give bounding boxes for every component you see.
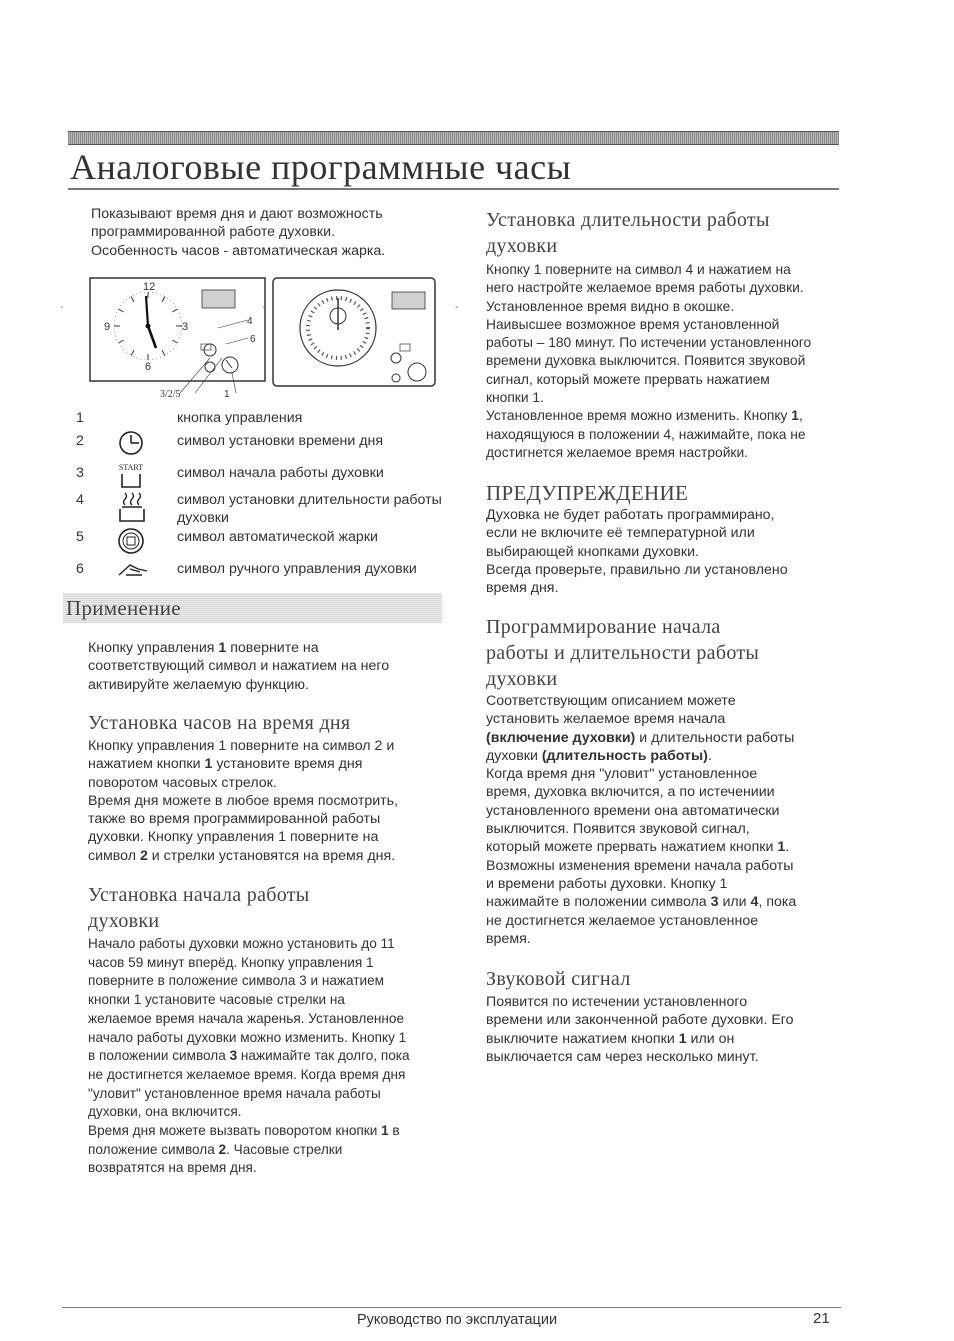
legend-number: 5 bbox=[76, 529, 84, 545]
section-heading-application: Применение bbox=[66, 596, 181, 620]
legend-number: 6 bbox=[76, 561, 84, 577]
text-line: Кнопку управления 1 поверните на bbox=[88, 640, 319, 656]
page-title: Аналоговые программные часы bbox=[70, 147, 572, 187]
heading-line: работы и длительности работы bbox=[486, 642, 760, 664]
text-line: нажимайте в положении символа 3 или 4, пока bbox=[486, 894, 797, 911]
section-heading-sound: Звуковой сигнал bbox=[486, 968, 631, 990]
text-line: который можете прервать нажатием кнопки 1. bbox=[486, 839, 790, 856]
text-line: поверните в положение символа 3 и нажатием bbox=[88, 973, 385, 989]
text-line: нажатием кнопки 1 установите время дня bbox=[88, 756, 363, 773]
text-line: Установленное время можно изменить. Кнопку 1, bbox=[486, 408, 803, 424]
legend-item bbox=[76, 491, 456, 529]
auto-roast-icon bbox=[116, 526, 146, 556]
legend-text: символ установки времени дня bbox=[177, 433, 384, 449]
text-line: кнопки 1 установите часовые стрелки на bbox=[88, 992, 345, 1008]
application-text bbox=[88, 639, 448, 694]
text-line: Установленное время видно в окошке. bbox=[486, 298, 735, 314]
text-line: Время дня можете в любое время посмотрить, bbox=[88, 792, 399, 809]
text-line: духовки (длительность работы). bbox=[486, 747, 712, 764]
intro-line: Показывают время дня и дают возможность bbox=[91, 206, 383, 222]
text-line: Время дня можете вызвать поворотом кнопки 1 в bbox=[88, 1123, 400, 1139]
page-number: 21 bbox=[813, 1310, 830, 1327]
heading-line: Установка длительности работы bbox=[486, 209, 770, 231]
legend-number: 2 bbox=[76, 433, 84, 449]
text-line: выбирающей кнопками духовки. bbox=[486, 543, 699, 560]
text-line: Когда время дня "уловит" установленное bbox=[486, 766, 758, 783]
clock-number: 12 bbox=[143, 281, 156, 293]
legend-text: символ начала работы духовки bbox=[177, 465, 384, 481]
footer-rule bbox=[62, 1307, 841, 1308]
legend-number: 4 bbox=[76, 492, 84, 508]
text-line: активируйте желаемую функцию. bbox=[88, 676, 309, 693]
start-icon bbox=[116, 462, 146, 492]
text-line: символ 2 и стрелки установятся на время дня. bbox=[88, 847, 396, 864]
legend-number: 1 bbox=[76, 410, 84, 426]
footer-text: Руководство по эксплуатации bbox=[357, 1312, 558, 1328]
warning-text bbox=[486, 506, 846, 597]
text-line: "уловит" установленное время начала работы bbox=[88, 1085, 381, 1101]
intro-text bbox=[91, 205, 451, 260]
legend-text: символ автоматической жарки bbox=[177, 529, 378, 545]
set-start-text bbox=[88, 935, 448, 1178]
text-line: возвратятся на время дня. bbox=[88, 1160, 257, 1176]
text-line: Наивысшее возможное время установленной bbox=[486, 316, 780, 332]
text-line: желаемое время начала жаренья. Установленное bbox=[88, 1010, 405, 1026]
svg-text:-: - bbox=[60, 302, 64, 313]
text-line: Соответствующим описанием можете bbox=[486, 693, 736, 709]
text-line: достигнется желаемое время настройки. bbox=[486, 444, 748, 460]
text-line: кнопки 1. bbox=[486, 390, 544, 406]
text-line: духовки. Кнопку управления 1 поверните на bbox=[88, 829, 379, 846]
text-line: духовки, она включится. bbox=[88, 1104, 242, 1120]
clock-icon bbox=[116, 429, 146, 457]
legend-text: символ установки длительности работы духовки bbox=[177, 492, 442, 526]
text-line: Духовка не будет работать программирано, bbox=[486, 507, 775, 523]
text-line: начало работы духовки можно изменить. Кнопку 1 bbox=[88, 1029, 407, 1045]
display-window bbox=[392, 292, 425, 309]
text-line: выключится. Появится звуковой сигнал, bbox=[486, 821, 750, 838]
text-line: в положении символа 3 нажимайте так долго, пока bbox=[88, 1048, 410, 1064]
heading-line: Установка начала работы bbox=[88, 884, 310, 906]
clock-number: 3 bbox=[182, 321, 189, 333]
intro-line: программированной работе дуxовки. bbox=[91, 224, 335, 241]
text-line: установленного времени она автоматически bbox=[486, 802, 780, 819]
clock-panel-figure bbox=[60, 268, 460, 404]
text-line: время. bbox=[486, 930, 531, 947]
section-heading-program bbox=[486, 614, 759, 692]
text-line: Кнопку управления 1 поверните на символ 2 и bbox=[88, 738, 395, 754]
title-decor-bar bbox=[68, 131, 839, 145]
text-line: и времени работы духовки. Кнопку 1 bbox=[486, 875, 728, 892]
section-heading-set-duration bbox=[486, 207, 770, 259]
section-heading-warning: ПРЕДУПРЕЖДЕНИЕ bbox=[486, 481, 689, 505]
sound-text bbox=[486, 993, 846, 1066]
text-line: время дня. bbox=[486, 580, 559, 597]
text-line: выключается сам через несколько минут. bbox=[486, 1048, 759, 1065]
heading-line: Программирование начала bbox=[486, 616, 721, 638]
text-line: Начало работы духовки можно установить до 11 bbox=[88, 936, 395, 951]
start-icon-label: START bbox=[118, 463, 144, 472]
title-rule bbox=[68, 188, 839, 190]
callout-number: 6 bbox=[250, 334, 256, 345]
text-line: Появится по истечении установленного bbox=[486, 994, 748, 1010]
text-line: времени или законченной работе духовки. Его bbox=[486, 1012, 794, 1029]
display-window bbox=[202, 290, 235, 308]
text-line: часов 59 минут вперёд. Кнопку управления 1 bbox=[88, 954, 374, 970]
clock-number: 6 bbox=[145, 361, 152, 373]
callout-number: 1 bbox=[224, 389, 230, 400]
svg-text:-: - bbox=[262, 302, 266, 313]
text-line: него настройте желаемое время работы духовки. bbox=[486, 280, 804, 296]
set-time-text bbox=[88, 737, 448, 865]
text-line: соответствующий символ и нажатием на него bbox=[88, 658, 390, 675]
duration-icon bbox=[116, 489, 148, 523]
text-line: Кнопку 1 поверните на символ 4 и нажатием на bbox=[486, 262, 791, 277]
legend-item bbox=[76, 528, 456, 558]
heading-line: духовки bbox=[486, 668, 558, 690]
intro-line: Особенность часов - автоматичeская жарка. bbox=[91, 242, 386, 259]
legend-number: 3 bbox=[76, 465, 84, 481]
text-line: времени духовка выключится. Появится звуковой bbox=[486, 353, 806, 369]
text-line: сигнал, который можете прервать нажатием bbox=[486, 371, 770, 387]
analog-clock-panel bbox=[90, 278, 265, 381]
text-line: установить желаемое время начала bbox=[486, 711, 726, 728]
text-line: положение символа 2. Часовые стрелки bbox=[88, 1141, 343, 1157]
text-line: выключите нажатием кнопки 1 или он bbox=[486, 1030, 735, 1047]
text-line: находящуюся в положении 4, нажимайте, пока не bbox=[486, 426, 806, 442]
legend-item bbox=[76, 409, 456, 431]
text-line: Возможны изменения времени начала работы bbox=[486, 857, 794, 874]
text-line: (включение духовки) и длительности работы bbox=[486, 729, 795, 746]
text-line: не достигнется желаемое время. Когда время дня bbox=[88, 1066, 406, 1082]
heading-line: духовки bbox=[88, 910, 160, 932]
manual-hand-icon bbox=[116, 559, 150, 581]
text-line: время, духовка включится, а по истечениии bbox=[486, 784, 775, 801]
set-duration-text bbox=[486, 261, 846, 462]
section-heading-set-time: Установка часов на время дня bbox=[88, 712, 351, 734]
callout-number: 4 bbox=[247, 316, 253, 327]
legend-item bbox=[76, 560, 456, 596]
text-line: если не включите её температурной или bbox=[486, 525, 755, 542]
text-line: Всегда проверьте, правильно ли установлено bbox=[486, 561, 788, 578]
svg-text:-: - bbox=[455, 302, 459, 313]
text-line: не достигнется желаемое установленное bbox=[486, 912, 759, 929]
callout-number: 3/2/5 bbox=[160, 389, 181, 400]
text-line: поворотом часовых стрелок. bbox=[88, 774, 277, 791]
text-line: также во время программированной работы bbox=[88, 811, 381, 828]
clock-number: 9 bbox=[104, 321, 111, 333]
legend-item bbox=[76, 432, 456, 462]
heading-line: духовки bbox=[486, 235, 558, 257]
text-line: работы – 180 минут. По истечении установленного bbox=[486, 335, 812, 351]
legend-text: символ ручного управления духовки bbox=[177, 561, 417, 577]
legend-text: кнопка управления bbox=[177, 410, 303, 426]
section-heading-set-start bbox=[88, 882, 310, 934]
program-text bbox=[486, 692, 846, 948]
